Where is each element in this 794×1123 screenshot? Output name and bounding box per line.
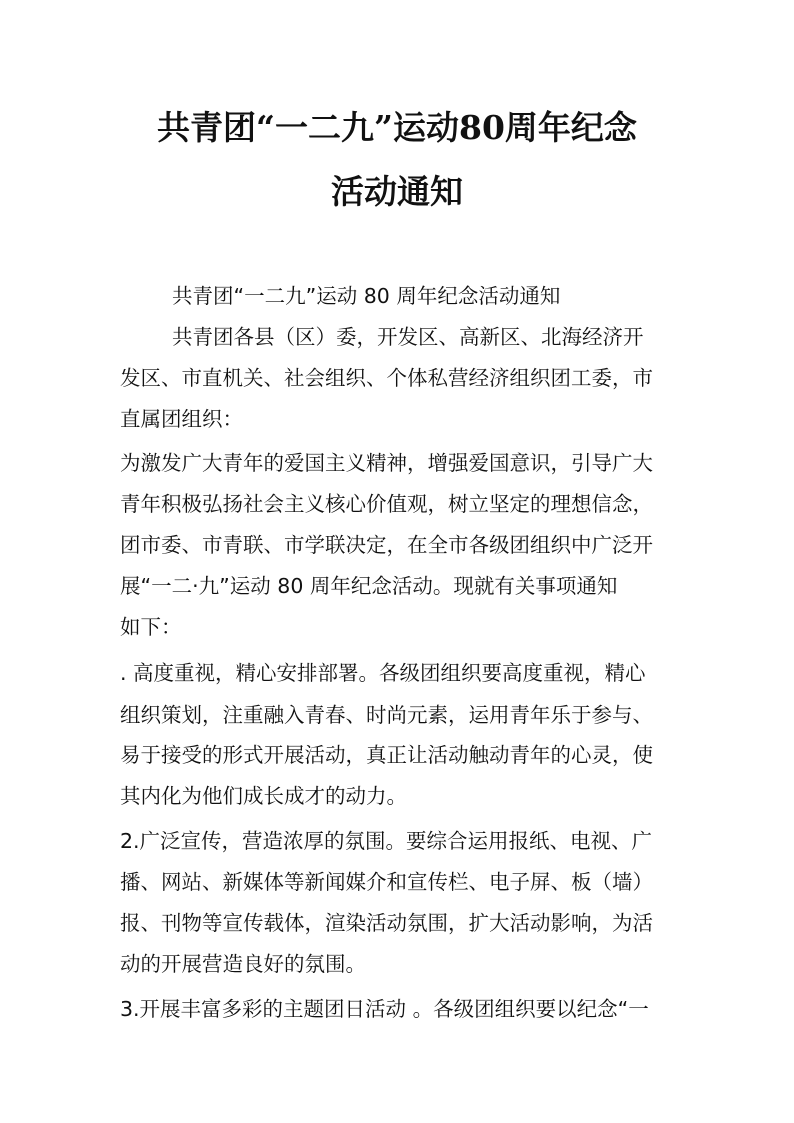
body-line: 易于接受的形式开展活动，真正让活动触动青年的心灵，使 [120,743,653,767]
body-line: 如下： [120,615,182,639]
body-line: 动的开展营造良好的氛围。 [120,952,366,976]
body-line: 直属团组织： [120,407,243,431]
body-line: 其内化为他们成长成才的动力。 [120,784,407,808]
body-line: 发区、市直机关、社会组织、个体私营经济组织团工委，市 [120,366,653,390]
body-line: . 高度重视，精心安排部署。各级团组织要高度重视，精心 [120,661,646,685]
body-line: 团市委、市青联、市学联决定，在全市各级团组织中广泛开 [120,533,653,557]
body-line: 青年积极弘扬社会主义核心价值观，树立坚定的理想信念， [120,492,653,516]
body-line: 3.开展丰富多彩的主题团日活动 。各级团组织要以纪念“一 [120,997,649,1021]
body-line: 播、网站、新媒体等新闻媒介和宣传栏、电子屏、板（墙） [120,870,653,894]
notice-heading: 共青团“一二九”运动 80 周年纪念活动通知 [172,284,561,308]
body-line: 2.广泛宣传，营造浓厚的氛围。要综合运用报纸、电视、广 [120,829,653,853]
body-line: 共青团各县（区）委，开发区、高新区、北海经济开 [172,325,644,349]
body-line: 报、刊物等宣传载体，渲染活动氛围，扩大活动影响，为活 [120,911,653,935]
document-title-line-2: 活动通知 [331,172,463,211]
body-line: 展“一二·九”运动 80 周年纪念活动。现就有关事项通知 [120,574,618,598]
document-title-line-1: 共青团“一二九”运动80周年纪念 [157,108,637,147]
body-line: 为激发广大青年的爱国主义精神，增强爱国意识，引导广大 [120,451,653,475]
body-line: 组织策划，注重融入青春、时尚元素，运用青年乐于参与、 [120,703,653,727]
